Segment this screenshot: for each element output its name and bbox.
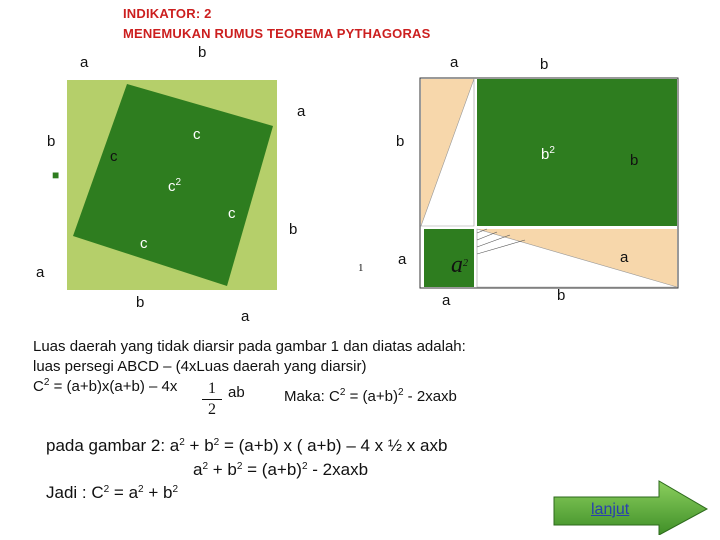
title-line-1: INDIKATOR: 2 (123, 6, 212, 21)
bullet-marker: ■ (52, 168, 60, 182)
fig2-label-a-inner: a (398, 251, 407, 268)
arrow-right-icon (551, 479, 711, 535)
fraction-one-half: 1 2 (202, 380, 222, 419)
text-maka: Maka: $C^2 = (a+b)^2$ - 2xaxb (284, 387, 457, 405)
text-jadi: Jadi : $C^2 = a^2 + b^2$ (46, 483, 179, 502)
text-ab: ab (228, 384, 245, 401)
next-button[interactable] (551, 479, 711, 535)
fig1-label-b-right: b (289, 221, 298, 238)
text-line-5: $a^2 + b^2 = (a+b)^2$ - 2xaxb (193, 460, 369, 479)
next-button-label: lanjut (591, 501, 630, 518)
fig2-label-b2: $b^2$ (541, 145, 555, 163)
square-b2 (477, 79, 677, 226)
fig1-label-c-square: $c^2$ (168, 177, 182, 195)
fig1-label-a-top: a (80, 54, 89, 71)
text-line-2: luas persegi ABCD – (4xLuas daerah yang diarsir) (33, 358, 367, 375)
text-line-3: $C^2 = (a+b)x(a+b) - 4x$ (33, 377, 178, 395)
fig2-label-b-top: b (540, 56, 549, 73)
fig1-label-a-right: a (297, 103, 306, 120)
fig1-label-c-lower: c (140, 235, 148, 252)
fig1-label-b-bottom: b (136, 294, 145, 311)
fig2-label-b-left: b (396, 133, 405, 150)
fig2-label-a-top: a (450, 54, 459, 71)
title-line-2: MENEMUKAN RUMUS TEOREMA PYTHAGORAS (123, 26, 431, 41)
fig2-label-b-bottom: b (557, 287, 566, 304)
fig1-label-b-top: b (198, 44, 207, 61)
fig2-label-b-right: b (630, 152, 639, 169)
fig2-label-a-bottom: a (442, 292, 451, 309)
fig1-label-a-left: a (36, 264, 45, 281)
figure-number: 1 (358, 262, 364, 274)
fig2-label-a-right: a (620, 249, 629, 266)
fig1-label-c-right: c (228, 205, 236, 222)
text-gambar-2: pada gambar 2: $a^2 + b^2 = (a+b)$ x ( a+b) – 4 x ½ x axb (46, 436, 448, 455)
fig2-label-a2: $a^2$ (451, 252, 468, 278)
fig1-label-c-top: c (193, 126, 201, 143)
text-line-1: Luas daerah yang tidak diarsir pada gambar 1 dan diatas adalah: (33, 338, 466, 355)
fig1-label-a-bottom: a (241, 308, 250, 325)
fig1-label-c-upper-left: c (110, 148, 118, 165)
fig1-label-b-left: b (47, 133, 56, 150)
